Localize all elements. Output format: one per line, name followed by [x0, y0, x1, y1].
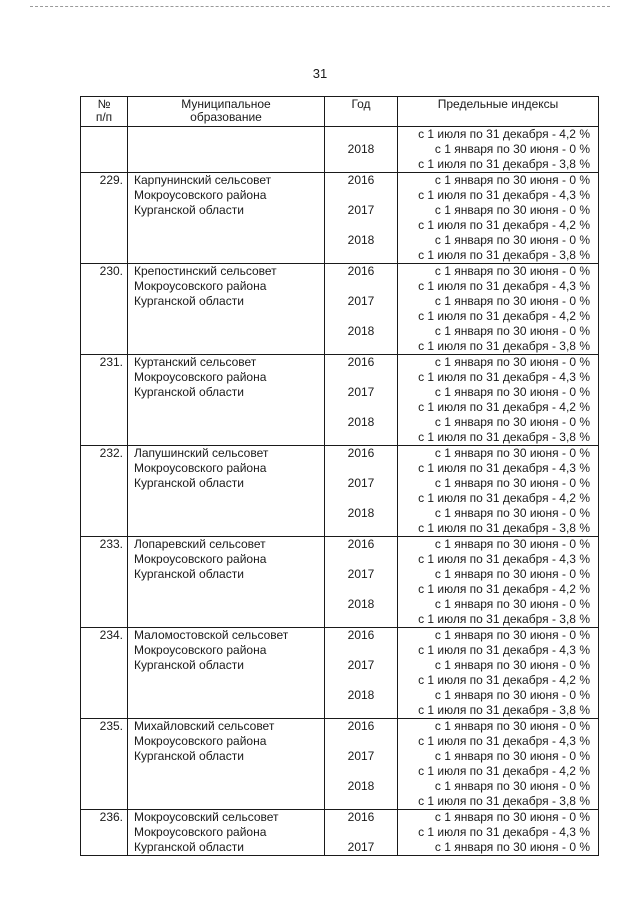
year-value: 2017 — [347, 385, 375, 399]
year-value: 2016 — [347, 537, 375, 551]
municipality-line: Курганской области — [134, 658, 244, 672]
municipality-cell — [128, 628, 325, 719]
year-value — [325, 612, 397, 627]
index-line: с 1 июля по 31 декабря - 3,8 % — [418, 157, 590, 171]
year-value — [325, 248, 397, 263]
municipality-cell — [128, 127, 325, 173]
index-line: с 1 июля по 31 декабря - 3,8 % — [418, 521, 590, 535]
year-value: 2016 — [347, 264, 375, 278]
row-number-cell — [81, 446, 128, 537]
row-number-cell — [81, 810, 128, 856]
year-value — [325, 127, 397, 142]
scan-edge-line — [30, 6, 610, 7]
municipality-line: Курганской области — [134, 476, 244, 490]
row-number-cell — [81, 127, 128, 173]
municipality-line: Курганской области — [134, 203, 244, 217]
municipality-line: Михайловский сельсовет — [134, 719, 275, 733]
year-value — [325, 764, 397, 779]
index-line: с 1 июля по 31 декабря - 4,2 % — [418, 309, 590, 323]
municipality-line: Мокроусовского района — [134, 643, 267, 657]
table-row — [81, 127, 599, 173]
year-value — [325, 218, 397, 233]
row-number-cell — [81, 355, 128, 446]
row-number: 236. — [99, 810, 123, 824]
year-value: 2016 — [347, 173, 375, 187]
municipality-line: Мокроусовского района — [134, 552, 267, 566]
municipality-cell — [128, 810, 325, 856]
index-line: с 1 июля по 31 декабря - 4,2 % — [418, 764, 590, 778]
index-line: с 1 июля по 31 декабря - 4,2 % — [418, 582, 590, 596]
index-line: с 1 января по 30 июня - 0 % — [434, 173, 590, 187]
index-line: с 1 января по 30 июня - 0 % — [434, 840, 590, 854]
index-line: с 1 июля по 31 декабря - 4,3 % — [418, 643, 590, 657]
year-cell — [325, 264, 398, 355]
table-row — [81, 173, 599, 264]
year-value — [325, 461, 397, 476]
table-row — [81, 264, 599, 355]
index-line: с 1 июля по 31 декабря - 3,8 % — [418, 703, 590, 717]
index-line: с 1 января по 30 июня - 0 % — [434, 203, 590, 217]
table-row — [81, 446, 599, 537]
year-value — [325, 552, 397, 567]
row-number-cell — [81, 537, 128, 628]
municipality-line: Курганской области — [134, 840, 244, 854]
row-number: 230. — [99, 264, 123, 278]
header-municipality — [128, 97, 325, 127]
index-line: с 1 июля по 31 декабря - 4,2 % — [418, 673, 590, 687]
year-value: 2018 — [347, 597, 375, 611]
municipality-line: Мокроусовского района — [134, 370, 267, 384]
year-value: 2018 — [347, 506, 375, 520]
index-line: с 1 января по 30 июня - 0 % — [434, 324, 590, 338]
year-cell — [325, 628, 398, 719]
row-number-cell — [81, 719, 128, 810]
year-value: 2016 — [347, 628, 375, 642]
year-value — [325, 188, 397, 203]
row-number: 232. — [99, 446, 123, 460]
year-value: 2017 — [347, 840, 375, 854]
municipality-line — [134, 157, 324, 172]
municipality-line: Мокроусовского района — [134, 188, 267, 202]
year-value: 2017 — [347, 749, 375, 763]
year-value: 2016 — [347, 446, 375, 460]
year-value — [325, 794, 397, 809]
index-line: с 1 января по 30 июня - 0 % — [434, 688, 590, 702]
index-line: с 1 января по 30 июня - 0 % — [434, 142, 590, 156]
indices-cell — [398, 537, 599, 628]
municipality-line: Куртанский сельсовет — [134, 355, 257, 369]
index-line: с 1 января по 30 июня - 0 % — [434, 779, 590, 793]
index-line: с 1 января по 30 июня - 0 % — [434, 233, 590, 247]
year-value: 2017 — [347, 476, 375, 490]
municipality-line: Лопаревский сельсовет — [134, 537, 266, 551]
index-line: с 1 января по 30 июня - 0 % — [434, 567, 590, 581]
year-cell — [325, 446, 398, 537]
page-number: 31 — [312, 66, 328, 81]
table-row — [81, 537, 599, 628]
municipality-line: Курганской области — [134, 567, 244, 581]
year-value: 2016 — [347, 355, 375, 369]
municipality-cell — [128, 446, 325, 537]
year-value: 2018 — [347, 779, 375, 793]
year-value — [325, 400, 397, 415]
municipality-line: Мокроусовского района — [134, 279, 267, 293]
year-cell — [325, 355, 398, 446]
year-cell — [325, 719, 398, 810]
row-number-cell — [81, 264, 128, 355]
row-number: 231. — [99, 355, 123, 369]
header-year: Год — [325, 97, 398, 127]
indices-cell — [398, 810, 599, 856]
year-value — [325, 703, 397, 718]
indices-cell — [398, 446, 599, 537]
table-row — [81, 810, 599, 856]
index-line: с 1 июля по 31 декабря - 4,3 % — [418, 734, 590, 748]
row-number: 234. — [99, 628, 123, 642]
index-line: с 1 января по 30 июня - 0 % — [434, 415, 590, 429]
row-number: 229. — [99, 173, 123, 187]
municipality-line: Карпунинский сельсовет — [134, 173, 272, 187]
year-value: 2018 — [347, 415, 375, 429]
index-line: с 1 июля по 31 декабря - 3,8 % — [418, 248, 590, 262]
table-row — [81, 719, 599, 810]
year-value: 2018 — [347, 142, 375, 156]
index-line: с 1 января по 30 июня - 0 % — [434, 597, 590, 611]
municipality-line: Мокроусовского района — [134, 825, 267, 839]
municipality-line: Лапушинский сельсовет — [134, 446, 269, 460]
year-value: 2018 — [347, 324, 375, 338]
year-value — [325, 309, 397, 324]
municipality-line — [134, 142, 324, 157]
header-municipality-line2: образование — [190, 110, 262, 124]
index-line: с 1 июля по 31 декабря - 4,3 % — [418, 279, 590, 293]
municipality-cell — [128, 537, 325, 628]
year-value — [325, 673, 397, 688]
row-number — [81, 127, 123, 142]
municipality-line: Мокроусовского района — [134, 461, 267, 475]
year-value — [325, 582, 397, 597]
index-line: с 1 июля по 31 декабря - 4,2 % — [418, 491, 590, 505]
index-line: с 1 июля по 31 декабря - 4,3 % — [418, 552, 590, 566]
index-line: с 1 января по 30 июня - 0 % — [434, 385, 590, 399]
index-line: с 1 июля по 31 декабря - 4,3 % — [418, 461, 590, 475]
index-line: с 1 июля по 31 декабря - 4,3 % — [418, 188, 590, 202]
index-line: с 1 июля по 31 декабря - 3,8 % — [418, 794, 590, 808]
municipality-line — [134, 127, 324, 142]
year-value: 2016 — [347, 719, 375, 733]
indices-cell — [398, 628, 599, 719]
tariff-index-table — [80, 96, 599, 856]
header-indices: Предельные индексы — [398, 97, 599, 127]
year-value — [325, 734, 397, 749]
index-line: с 1 января по 30 июня - 0 % — [434, 476, 590, 490]
municipality-line: Курганской области — [134, 294, 244, 308]
municipality-cell — [128, 173, 325, 264]
year-value — [325, 825, 397, 840]
row-number-cell — [81, 173, 128, 264]
indices-cell — [398, 173, 599, 264]
year-cell — [325, 810, 398, 856]
index-line: с 1 января по 30 июня - 0 % — [434, 810, 590, 824]
table-row — [81, 628, 599, 719]
year-value — [325, 491, 397, 506]
year-value: 2016 — [347, 810, 375, 824]
index-line: с 1 июля по 31 декабря - 4,3 % — [418, 370, 590, 384]
year-value: 2018 — [347, 688, 375, 702]
year-value: 2017 — [347, 658, 375, 672]
index-line: с 1 июля по 31 декабря - 4,2 % — [418, 218, 590, 232]
index-line: с 1 июля по 31 декабря - 4,2 % — [418, 127, 590, 141]
index-line: с 1 января по 30 июня - 0 % — [434, 628, 590, 642]
row-number: 233. — [99, 537, 123, 551]
municipality-line: Крепостинский сельсовет — [134, 264, 277, 278]
table-header-row — [81, 97, 599, 127]
municipality-line: Мокроусовского района — [134, 734, 267, 748]
index-line: с 1 января по 30 июня - 0 % — [434, 719, 590, 733]
municipality-cell — [128, 719, 325, 810]
header-number-line2: п/п — [95, 110, 113, 124]
municipality-line: Маломостовской сельсовет — [134, 628, 289, 642]
index-line: с 1 января по 30 июня - 0 % — [434, 355, 590, 369]
index-line: с 1 января по 30 июня - 0 % — [434, 537, 590, 551]
year-value — [325, 430, 397, 445]
index-line: с 1 июля по 31 декабря - 3,8 % — [418, 339, 590, 353]
year-value: 2017 — [347, 294, 375, 308]
municipality-line: Курганской области — [134, 749, 244, 763]
year-value: 2018 — [347, 233, 375, 247]
year-value — [325, 157, 397, 172]
indices-cell — [398, 127, 599, 173]
header-number-line1: № — [97, 97, 111, 111]
index-line: с 1 июля по 31 декабря - 3,8 % — [418, 612, 590, 626]
index-line: с 1 января по 30 июня - 0 % — [434, 264, 590, 278]
indices-cell — [398, 355, 599, 446]
municipality-cell — [128, 355, 325, 446]
year-value — [325, 643, 397, 658]
header-municipality-line1: Муниципальное — [181, 97, 271, 111]
index-line: с 1 июля по 31 декабря - 4,2 % — [418, 400, 590, 414]
year-value: 2017 — [347, 203, 375, 217]
municipality-line: Курганской области — [134, 385, 244, 399]
index-line: с 1 января по 30 июня - 0 % — [434, 658, 590, 672]
year-value — [325, 521, 397, 536]
row-number-cell — [81, 628, 128, 719]
table-body — [81, 127, 599, 856]
index-line: с 1 января по 30 июня - 0 % — [434, 506, 590, 520]
index-line: с 1 января по 30 июня - 0 % — [434, 294, 590, 308]
municipality-cell — [128, 264, 325, 355]
row-number: 235. — [99, 719, 123, 733]
index-line: с 1 июля по 31 декабря - 4,3 % — [418, 825, 590, 839]
header-number — [81, 97, 128, 127]
indices-cell — [398, 264, 599, 355]
year-cell — [325, 537, 398, 628]
indices-cell — [398, 719, 599, 810]
index-line: с 1 января по 30 июня - 0 % — [434, 446, 590, 460]
table-row — [81, 355, 599, 446]
year-value — [325, 279, 397, 294]
index-line: с 1 января по 30 июня - 0 % — [434, 749, 590, 763]
year-value — [325, 370, 397, 385]
municipality-line: Мокроусовский сельсовет — [134, 810, 279, 824]
year-cell — [325, 127, 398, 173]
year-value — [325, 339, 397, 354]
index-line: с 1 июля по 31 декабря - 3,8 % — [418, 430, 590, 444]
year-value: 2017 — [347, 567, 375, 581]
year-cell — [325, 173, 398, 264]
